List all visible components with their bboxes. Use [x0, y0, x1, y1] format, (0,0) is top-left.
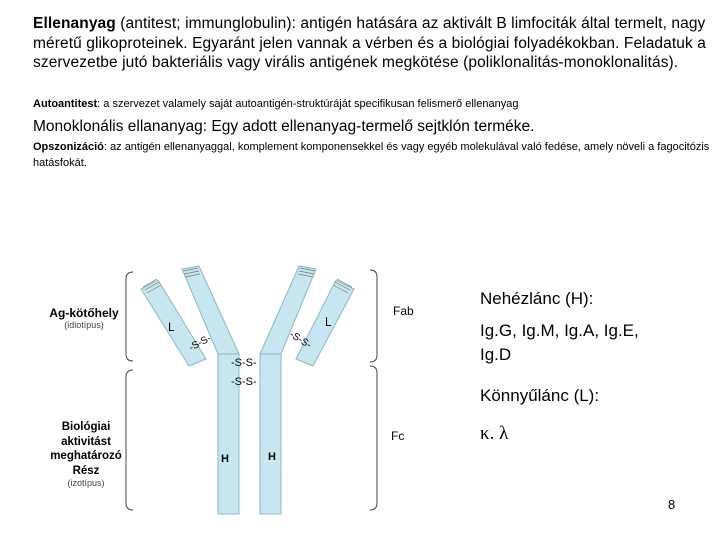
ag-binding-sublabel: (idiotípus)	[64, 320, 104, 330]
page-number: 8	[668, 497, 676, 512]
light-chain-title: Könnyűlánc (L):	[480, 386, 600, 405]
disulfide-left: -S-S-	[187, 332, 214, 354]
fc-label: Fc	[391, 429, 405, 443]
monoklonalis-term: Monoklonális ellananyag	[33, 118, 203, 135]
biological-activity-sublabel: (izotípus)	[67, 478, 105, 488]
fab-label: Fab	[393, 304, 414, 318]
disulfide-hinge-2: -S-S-	[231, 376, 257, 388]
heavy-label-right: H	[268, 451, 276, 463]
ellenanyag-definition: (antitest; immunglobulin): antigén hatására az aktivált B limfociták által termelt, nagy méretű glikoproteinek. Egyaránt jelen vannak a vérben és a biológiai folyadékokban. Feladatuk a szervezetbe jutó bakteriális vagy virális antigének megkötése (poliklonalitás-monoklonalitás).	[33, 15, 706, 71]
biological-activity-label: Biológiai aktivitást meghatározó Rész	[50, 421, 122, 477]
disulfide-right: -S-S-	[287, 329, 314, 351]
heavy-chain-classes: Ig.G, Ig.M, Ig.A, Ig.E, Ig.D	[480, 321, 639, 364]
heavy-chain-right-stem	[260, 354, 281, 514]
opszonizacio-term: Opszonizáció	[33, 141, 104, 153]
heavy-label-left: H	[221, 453, 229, 465]
autoantitest-term: Autoantitest	[33, 98, 98, 110]
disulfide-hinge-1: -S-S-	[231, 357, 257, 369]
left-bracket-bottom	[126, 370, 133, 510]
ellenanyag-term: Ellenanyag	[33, 15, 116, 32]
right-bracket-bottom	[370, 366, 377, 510]
heavy-chain-title: Nehézlánc (H):	[480, 289, 594, 308]
autoantitest-definition: : a szervezet valamely saját autoantigén-struktúráját specifikusan felismerő ellenanyag	[97, 98, 519, 110]
right-bracket-top	[370, 270, 377, 362]
monoklonalis-definition: : Egy adott ellenanyag-termelő sejtklón terméke.	[202, 118, 535, 135]
ag-binding-label: Ag-kötőhely	[49, 306, 119, 320]
light-label-right: L	[325, 315, 332, 329]
opszonizacio-definition: : az antigén ellenanyaggal, komplement komponensekkel és vagy egyéb molekulával való fedése, amely növeli a fagocitózis hatásfokát.	[33, 141, 710, 169]
light-label-left: L	[168, 320, 175, 334]
light-chain-types: κ. λ	[480, 423, 509, 444]
